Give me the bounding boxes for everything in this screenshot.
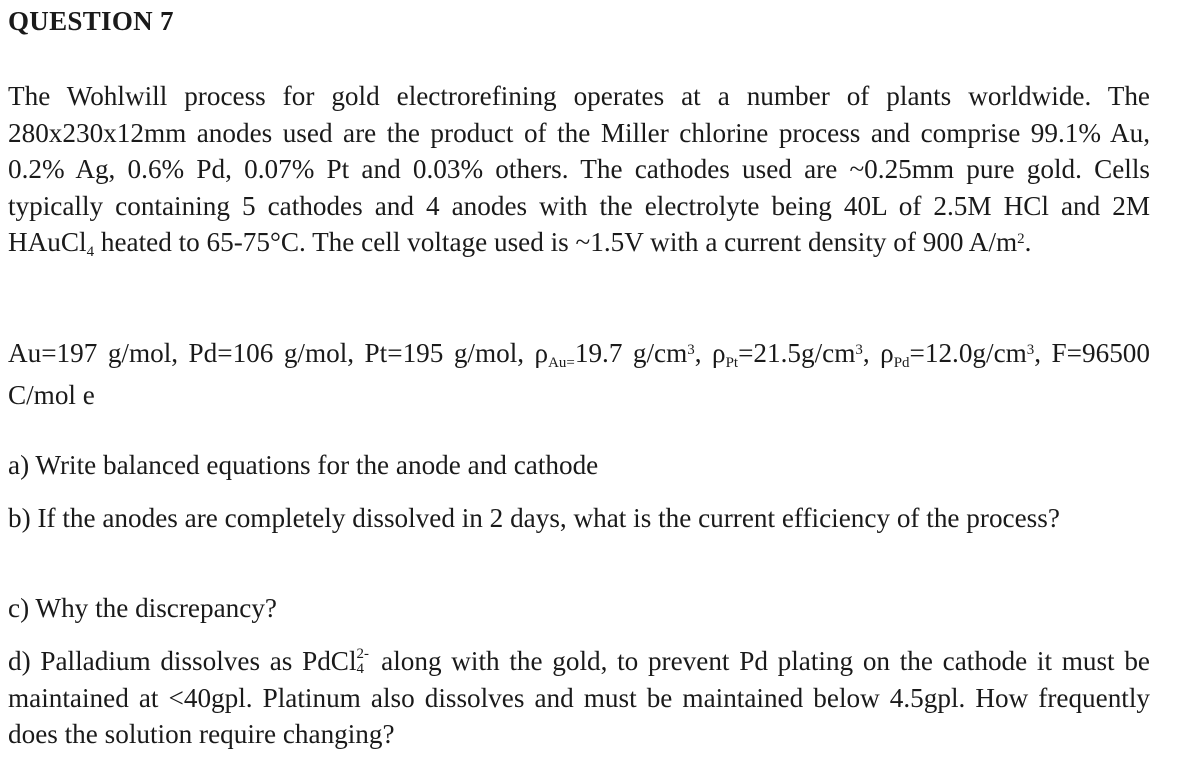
cube-superscript: 3	[1026, 341, 1035, 358]
intro-text-2: heated to 65-75°C. The cell voltage used is ~1.5V with a current density of 900 A/m	[94, 227, 1018, 258]
pdcl4-superscript: 2-	[356, 646, 369, 663]
m2-superscript: 2	[1017, 231, 1025, 248]
faraday-constant: , F=96500 C/mol e	[8, 338, 1150, 410]
intro-text-1: The Wohlwill process for gold electrorefining operates at a number of plants worldwide. The 280x230x12mm anodes used are the product of the Miller chlorine process and comprise 99.1% Au, 0.2% Ag, 0.6% Pd, 0.07% Pt and 0.03% others. The cathodes used are ~0.25mm pure gold. Cells typically containing 5 cathodes and 4 anodes with the electrolyte being 40L of 2.5M HCl and 2M HAuCl	[8, 81, 1150, 258]
pdcl4-subscript: 4	[356, 661, 364, 678]
part-c: c) Why the discrepancy?	[8, 593, 277, 623]
part-d-text-2: along with the gold, to prevent Pd plating on the cathode it must be maintained at <40gpl. Platinum also dissolves and must be maintained below 4.5gpl. How frequently does the solution require changing?	[8, 646, 1150, 750]
part-d-text-1: d) Palladium dissolves as PdCl	[8, 646, 357, 677]
rho-pd-value: =12.0g/cm	[909, 338, 1027, 368]
rho-symbol: ρ	[880, 338, 894, 368]
rho-symbol: ρ	[712, 338, 726, 368]
intro-paragraph	[8, 78, 1150, 266]
constants-paragraph	[8, 335, 1150, 413]
cube-superscript: 3	[687, 341, 695, 358]
intro-text-end: .	[1024, 227, 1032, 258]
rho-pt-value: =21.5g/cm	[738, 338, 856, 368]
pdcl4-charge	[356, 643, 372, 678]
rho-au-subscript: Au=	[548, 354, 575, 371]
cube-superscript: 3	[855, 341, 863, 358]
separator: ,	[694, 338, 713, 368]
rho-pd-subscript: Pd	[893, 354, 910, 371]
rho-pt-subscript: Pt	[725, 354, 739, 371]
rho-au-value: 19.7 g/cm	[574, 338, 688, 368]
hauCl4-subscript: 4	[86, 244, 95, 261]
molar-masses: Au=197 g/mol, Pd=106 g/mol, Pt=195 g/mol,	[8, 338, 535, 368]
part-d	[8, 643, 1150, 753]
separator: ,	[862, 338, 881, 368]
question-title: QUESTION 7	[8, 6, 174, 36]
part-a: a) Write balanced equations for the anode and cathode	[8, 450, 599, 480]
part-b: b) If the anodes are completely dissolved in 2 days, what is the current efficiency of the process?	[8, 503, 1060, 533]
rho-symbol: ρ	[534, 338, 549, 368]
